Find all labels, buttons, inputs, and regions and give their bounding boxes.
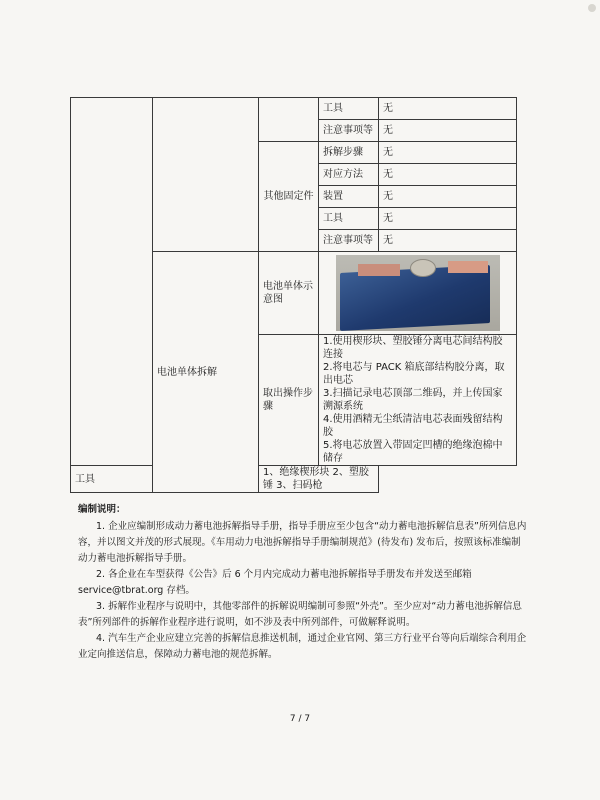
note-item: 4. 汽车生产企业应建立完善的拆解信息推送机制，通过企业官网、第三方行业平台等向后端综合利用企业定向推送信息，保障动力蓄电池的规范拆解。 bbox=[78, 633, 527, 660]
removal-step: 2.将电芯与 PACK 箱底部结构胶分离，取出电芯 bbox=[323, 362, 505, 386]
outer-category-cell bbox=[71, 98, 153, 466]
terminal-negative bbox=[358, 264, 400, 276]
row-label: 工具 bbox=[319, 98, 379, 120]
disassembly-info-table bbox=[70, 97, 517, 493]
row-value: 无 bbox=[379, 230, 517, 252]
row-label: 注意事项等 bbox=[319, 230, 379, 252]
removal-steps bbox=[319, 335, 517, 466]
table-row bbox=[71, 98, 517, 120]
removal-step: 4.使用酒精无尘纸清洁电芯表面残留结构胶 bbox=[323, 414, 503, 438]
row-label: 拆解步骤 bbox=[319, 142, 379, 164]
note-item: 3. 拆解作业程序与说明中，其他零部件的拆解说明编制可参照“外壳”。至少应对“动力蓄电池拆解信息表”所列部件的拆解作业程序进行说明，如不涉及表中所列部件，可做解释说明。 bbox=[78, 601, 522, 628]
row-value: 无 bbox=[379, 142, 517, 164]
row-value: 无 bbox=[379, 208, 517, 230]
row-value: 无 bbox=[379, 186, 517, 208]
table-row bbox=[71, 466, 517, 493]
safety-vent bbox=[410, 259, 436, 277]
component-cell bbox=[153, 98, 259, 252]
note-item: 2. 各企业在车型获得《公告》后 6 个月内完成动力蓄电池拆解指导手册发布并发送至邮箱 service@tbrat.org 存档。 bbox=[78, 569, 472, 596]
row-value: 无 bbox=[379, 98, 517, 120]
row-value: 无 bbox=[379, 120, 517, 142]
diagram-label: 电池单体示意图 bbox=[259, 252, 319, 335]
tools-label: 工具 bbox=[71, 466, 153, 493]
page-number: 7 / 7 bbox=[289, 714, 311, 724]
removal-step: 1.使用楔形块、塑胶锤分离电芯间结构胶连接 bbox=[323, 336, 503, 360]
scan-mark bbox=[588, 4, 596, 12]
row-label: 工具 bbox=[319, 208, 379, 230]
battery-photo-cell bbox=[319, 252, 517, 335]
note-item: 1. 企业应编制形成动力蓄电池拆解指导手册，指导手册应至少包含“动力蓄电池拆解信息表”所列信息内容，并以图文并茂的形式展现。《车用动力电池拆解指导手册编制规范》(待发布) 发布后，按照该标准编制动力蓄电池拆解指导手册。 bbox=[78, 521, 527, 564]
removal-step: 3.扫描记录电芯顶部二维码，并上传国家溯源系统 bbox=[323, 388, 503, 412]
group-cell-upper bbox=[259, 98, 319, 142]
tools-value: 1、绝缘楔形块 2、塑胶锤 3、扫码枪 bbox=[259, 466, 379, 493]
cell-disassembly-label: 电池单体拆解 bbox=[153, 252, 259, 493]
other-fixing-label: 其他固定件 bbox=[259, 142, 319, 252]
row-label: 注意事项等 bbox=[319, 120, 379, 142]
row-label: 对应方法 bbox=[319, 164, 379, 186]
compilation-notes bbox=[78, 502, 528, 663]
battery-cell-photo bbox=[336, 255, 500, 331]
terminal-positive bbox=[448, 261, 488, 273]
row-label: 装置 bbox=[319, 186, 379, 208]
removal-step: 5.将电芯放置入带固定凹槽的绝缘泡棉中储存 bbox=[323, 440, 503, 464]
row-value: 无 bbox=[379, 164, 517, 186]
notes-title: 编制说明： bbox=[78, 504, 126, 515]
removal-steps-label: 取出操作步骤 bbox=[259, 335, 319, 466]
